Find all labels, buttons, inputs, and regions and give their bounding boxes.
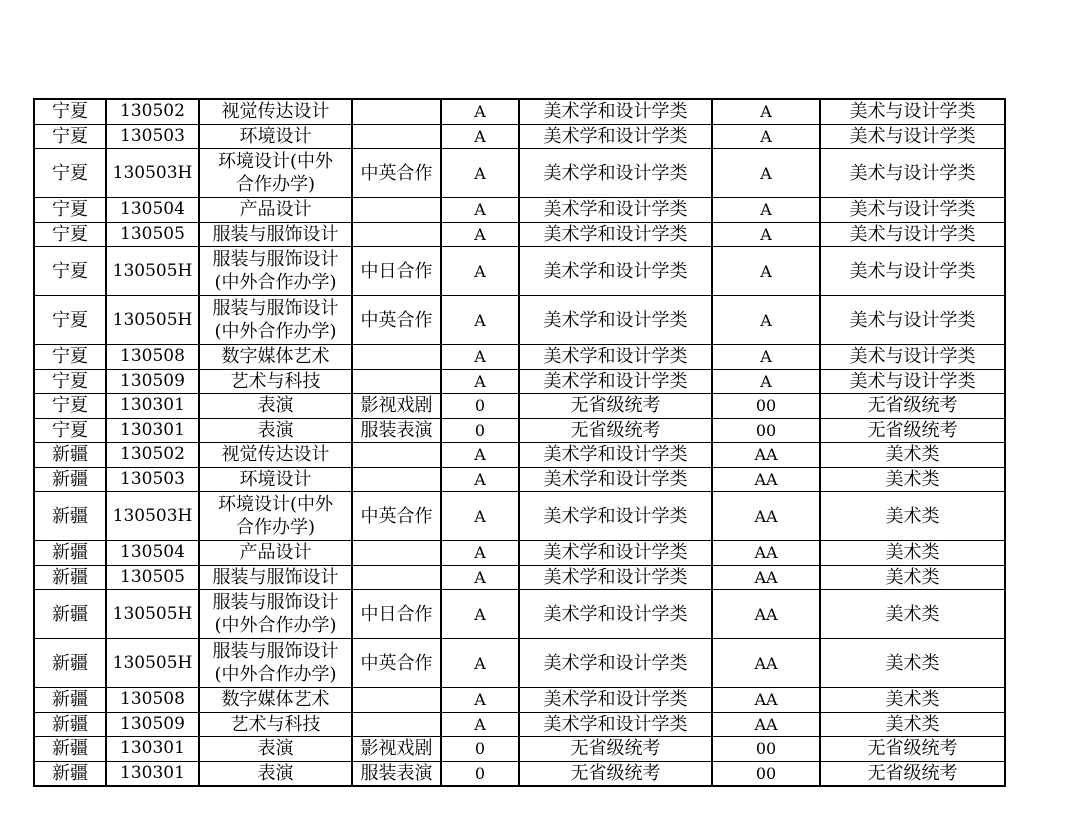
major-name-line: 表演: [257, 762, 294, 784]
major-name-cell: [199, 198, 352, 223]
major-name-cell: [199, 222, 352, 247]
major-code-cell: 130503H: [106, 149, 199, 198]
major-code-cell: 130505H: [106, 590, 199, 639]
major-name-line: 服装与服饰设计: [212, 566, 339, 588]
province-cell: 宁夏: [34, 222, 106, 247]
table-row: [34, 222, 1005, 247]
table-row: [34, 198, 1005, 223]
grade-cell-secondary: A: [712, 149, 820, 198]
exam-category-cell-secondary: 美术与设计学类: [820, 149, 1005, 198]
major-code-cell: 130301: [106, 394, 199, 419]
major-name-cell: [199, 467, 352, 492]
major-name-cell: [199, 712, 352, 737]
major-name-line: 合作办学): [235, 517, 316, 538]
grade-cell-secondary: A: [712, 222, 820, 247]
major-name-cell: [199, 590, 352, 639]
table-row: [34, 761, 1005, 786]
table-row: [34, 467, 1005, 492]
province-cell: 宁夏: [34, 296, 106, 345]
province-cell: 新疆: [34, 688, 106, 713]
exam-category-cell: 美术学和设计学类: [519, 198, 712, 223]
table-row: [34, 443, 1005, 468]
grade-cell: 0: [441, 737, 519, 762]
exam-category-cell-secondary: 美术类: [820, 541, 1005, 566]
table-row: [34, 688, 1005, 713]
exam-category-cell: 美术学和设计学类: [519, 467, 712, 492]
table-row: [34, 590, 1005, 639]
grade-cell-secondary: A: [712, 99, 820, 124]
major-name-line: 服装与服饰设计: [212, 298, 339, 319]
grade-cell: A: [441, 492, 519, 541]
major-name-line: 服装与服饰设计: [212, 223, 339, 245]
grade-cell: A: [441, 99, 519, 124]
grade-cell-secondary: 00: [712, 737, 820, 762]
major-name-cell: [199, 737, 352, 762]
grade-cell-secondary: AA: [712, 639, 820, 688]
grade-cell: A: [441, 639, 519, 688]
province-cell: 新疆: [34, 443, 106, 468]
table-row: [34, 541, 1005, 566]
cooperation-note-cell: [352, 565, 441, 590]
exam-category-cell: 美术学和设计学类: [519, 296, 712, 345]
cooperation-note-cell: 中英合作: [352, 639, 441, 688]
grade-cell-secondary: AA: [712, 492, 820, 541]
province-cell: 新疆: [34, 761, 106, 786]
cooperation-note-cell: [352, 712, 441, 737]
exam-category-cell-secondary: 无省级统考: [820, 394, 1005, 419]
cooperation-note-cell: [352, 443, 441, 468]
exam-category-cell: 美术学和设计学类: [519, 492, 712, 541]
exam-category-cell-secondary: 美术类: [820, 712, 1005, 737]
major-name-line: 产品设计: [239, 542, 312, 564]
major-name-line: 艺术与科技: [230, 713, 321, 735]
major-code-cell: 130505: [106, 222, 199, 247]
exam-category-cell: 美术学和设计学类: [519, 149, 712, 198]
grade-cell-secondary: 00: [712, 418, 820, 443]
cooperation-note-cell: [352, 198, 441, 223]
major-name-line: 环境设计(中外: [217, 494, 334, 515]
grade-cell: A: [441, 149, 519, 198]
major-name-cell: [199, 124, 352, 149]
cooperation-note-cell: [352, 124, 441, 149]
table-row: [34, 394, 1005, 419]
table-row: [34, 737, 1005, 762]
cooperation-note-cell: 影视戏剧: [352, 737, 441, 762]
major-code-cell: 130508: [106, 688, 199, 713]
major-name-cell: [199, 369, 352, 394]
province-cell: 新疆: [34, 737, 106, 762]
table-body: [34, 99, 1005, 786]
major-code-cell: 130301: [106, 761, 199, 786]
exam-category-cell: 美术学和设计学类: [519, 639, 712, 688]
cooperation-note-cell: 服装表演: [352, 761, 441, 786]
cooperation-note-cell: [352, 467, 441, 492]
grade-cell: A: [441, 688, 519, 713]
major-name-line: 视觉传达设计: [221, 101, 330, 123]
exam-category-cell: 美术学和设计学类: [519, 712, 712, 737]
table-row: [34, 124, 1005, 149]
exam-category-cell: 美术学和设计学类: [519, 247, 712, 296]
major-name-line: 艺术与科技: [230, 370, 321, 392]
major-code-cell: 130505H: [106, 296, 199, 345]
cooperation-note-cell: [352, 345, 441, 370]
exam-category-cell: 美术学和设计学类: [519, 369, 712, 394]
province-cell: 宁夏: [34, 369, 106, 394]
major-name-cell: [199, 761, 352, 786]
grade-cell-secondary: A: [712, 247, 820, 296]
grade-cell: A: [441, 565, 519, 590]
exam-category-cell: 美术学和设计学类: [519, 124, 712, 149]
exam-category-cell: 美术学和设计学类: [519, 443, 712, 468]
province-cell: 宁夏: [34, 198, 106, 223]
exam-category-cell-secondary: 美术类: [820, 639, 1005, 688]
province-cell: 宁夏: [34, 394, 106, 419]
exam-category-cell: 美术学和设计学类: [519, 541, 712, 566]
grade-cell-secondary: AA: [712, 565, 820, 590]
grade-cell: 0: [441, 761, 519, 786]
major-name-line: 数字媒体艺术: [221, 689, 330, 711]
table-row: [34, 345, 1005, 370]
grade-cell: A: [441, 247, 519, 296]
major-name-line: 表演: [257, 395, 294, 417]
major-name-line: 产品设计: [239, 199, 312, 221]
cooperation-note-cell: 中英合作: [352, 296, 441, 345]
grade-cell: A: [441, 198, 519, 223]
cooperation-note-cell: 中英合作: [352, 492, 441, 541]
exam-category-cell: 美术学和设计学类: [519, 99, 712, 124]
major-code-cell: 130503H: [106, 492, 199, 541]
major-name-cell: [199, 565, 352, 590]
grade-cell: A: [441, 590, 519, 639]
province-cell: 新疆: [34, 712, 106, 737]
province-cell: 新疆: [34, 639, 106, 688]
major-name-cell: [199, 247, 352, 296]
grade-cell-secondary: A: [712, 296, 820, 345]
table-row: [34, 712, 1005, 737]
major-name-cell: [199, 541, 352, 566]
table-row: [34, 149, 1005, 198]
exam-category-cell: 美术学和设计学类: [519, 345, 712, 370]
major-name-line: 环境设计(中外: [217, 151, 334, 172]
major-name-line: (中外合作办学): [214, 615, 337, 636]
exam-category-cell-secondary: 美术与设计学类: [820, 369, 1005, 394]
grade-cell: A: [441, 124, 519, 149]
grade-cell-secondary: AA: [712, 467, 820, 492]
cooperation-note-cell: 影视戏剧: [352, 394, 441, 419]
major-code-cell: 130504: [106, 198, 199, 223]
exam-category-cell: 美术学和设计学类: [519, 565, 712, 590]
exam-category-cell-secondary: 美术类: [820, 443, 1005, 468]
major-name-line: 数字媒体艺术: [221, 346, 330, 368]
major-code-cell: 130502: [106, 443, 199, 468]
exam-category-cell: 美术学和设计学类: [519, 688, 712, 713]
province-cell: 宁夏: [34, 418, 106, 443]
table-row: [34, 418, 1005, 443]
exam-category-cell-secondary: 无省级统考: [820, 737, 1005, 762]
major-code-cell: 130505: [106, 565, 199, 590]
major-name-line: 表演: [257, 419, 294, 441]
grade-cell: A: [441, 541, 519, 566]
table-row: [34, 492, 1005, 541]
major-name-cell: [199, 296, 352, 345]
major-code-cell: 130301: [106, 418, 199, 443]
major-name-line: 合作办学): [235, 174, 316, 195]
major-name-line: (中外合作办学): [214, 664, 337, 685]
major-name-cell: [199, 99, 352, 124]
major-code-cell: 130503: [106, 467, 199, 492]
province-cell: 新疆: [34, 565, 106, 590]
major-name-line: 服装与服饰设计: [212, 641, 339, 662]
grade-cell-secondary: 00: [712, 394, 820, 419]
grade-cell-secondary: 00: [712, 761, 820, 786]
major-name-line: 环境设计: [239, 125, 312, 147]
exam-category-cell-secondary: 美术与设计学类: [820, 99, 1005, 124]
province-cell: 宁夏: [34, 345, 106, 370]
province-cell: 宁夏: [34, 99, 106, 124]
admission-table: [33, 98, 1006, 787]
exam-category-cell-secondary: 美术类: [820, 492, 1005, 541]
exam-category-cell-secondary: 美术与设计学类: [820, 222, 1005, 247]
major-name-cell: [199, 688, 352, 713]
exam-category-cell-secondary: 美术类: [820, 565, 1005, 590]
major-name-line: (中外合作办学): [214, 321, 337, 342]
exam-category-cell-secondary: 美术类: [820, 590, 1005, 639]
cooperation-note-cell: [352, 99, 441, 124]
province-cell: 宁夏: [34, 149, 106, 198]
province-cell: 宁夏: [34, 124, 106, 149]
province-cell: 新疆: [34, 467, 106, 492]
exam-category-cell-secondary: 美术与设计学类: [820, 247, 1005, 296]
major-code-cell: 130505H: [106, 247, 199, 296]
major-code-cell: 130509: [106, 712, 199, 737]
cooperation-note-cell: [352, 222, 441, 247]
exam-category-cell: 美术学和设计学类: [519, 590, 712, 639]
cooperation-note-cell: 中日合作: [352, 590, 441, 639]
province-cell: 新疆: [34, 541, 106, 566]
grade-cell-secondary: A: [712, 124, 820, 149]
grade-cell-secondary: A: [712, 198, 820, 223]
grade-cell-secondary: AA: [712, 443, 820, 468]
grade-cell-secondary: AA: [712, 590, 820, 639]
grade-cell: 0: [441, 394, 519, 419]
major-name-line: (中外合作办学): [214, 272, 337, 293]
major-name-cell: [199, 149, 352, 198]
exam-category-cell: 无省级统考: [519, 418, 712, 443]
grade-cell: 0: [441, 418, 519, 443]
grade-cell-secondary: AA: [712, 541, 820, 566]
province-cell: 新疆: [34, 492, 106, 541]
major-code-cell: 130509: [106, 369, 199, 394]
grade-cell-secondary: AA: [712, 688, 820, 713]
major-name-cell: [199, 418, 352, 443]
grade-cell: A: [441, 345, 519, 370]
major-code-cell: 130504: [106, 541, 199, 566]
major-name-cell: [199, 639, 352, 688]
major-name-line: 服装与服饰设计: [212, 249, 339, 270]
grade-cell-secondary: AA: [712, 712, 820, 737]
major-code-cell: 130301: [106, 737, 199, 762]
table-row: [34, 565, 1005, 590]
major-name-line: 视觉传达设计: [221, 444, 330, 466]
exam-category-cell-secondary: 美术类: [820, 688, 1005, 713]
province-cell: 新疆: [34, 590, 106, 639]
table-row: [34, 369, 1005, 394]
exam-category-cell-secondary: 无省级统考: [820, 418, 1005, 443]
grade-cell-secondary: A: [712, 345, 820, 370]
grade-cell-secondary: A: [712, 369, 820, 394]
major-name-line: 表演: [257, 738, 294, 760]
exam-category-cell: 无省级统考: [519, 761, 712, 786]
exam-category-cell-secondary: 美术类: [820, 467, 1005, 492]
grade-cell: A: [441, 369, 519, 394]
exam-category-cell-secondary: 美术与设计学类: [820, 124, 1005, 149]
major-code-cell: 130503: [106, 124, 199, 149]
cooperation-note-cell: 中英合作: [352, 149, 441, 198]
grade-cell: A: [441, 443, 519, 468]
major-name-cell: [199, 394, 352, 419]
major-name-line: 环境设计: [239, 468, 312, 490]
major-name-line: 服装与服饰设计: [212, 592, 339, 613]
cooperation-note-cell: [352, 541, 441, 566]
exam-category-cell-secondary: 美术与设计学类: [820, 198, 1005, 223]
table-row: [34, 247, 1005, 296]
major-code-cell: 130502: [106, 99, 199, 124]
exam-category-cell: 无省级统考: [519, 394, 712, 419]
cooperation-note-cell: 服装表演: [352, 418, 441, 443]
table-row: [34, 99, 1005, 124]
major-name-cell: [199, 492, 352, 541]
cooperation-note-cell: [352, 369, 441, 394]
table-row: [34, 639, 1005, 688]
province-cell: 宁夏: [34, 247, 106, 296]
exam-category-cell: 美术学和设计学类: [519, 222, 712, 247]
table-row: [34, 296, 1005, 345]
exam-category-cell-secondary: 美术与设计学类: [820, 296, 1005, 345]
exam-category-cell-secondary: 美术与设计学类: [820, 345, 1005, 370]
major-code-cell: 130505H: [106, 639, 199, 688]
cooperation-note-cell: [352, 688, 441, 713]
grade-cell: A: [441, 222, 519, 247]
cooperation-note-cell: 中日合作: [352, 247, 441, 296]
grade-cell: A: [441, 296, 519, 345]
exam-category-cell-secondary: 无省级统考: [820, 761, 1005, 786]
major-name-cell: [199, 443, 352, 468]
major-code-cell: 130508: [106, 345, 199, 370]
grade-cell: A: [441, 712, 519, 737]
major-name-cell: [199, 345, 352, 370]
grade-cell: A: [441, 467, 519, 492]
exam-category-cell: 无省级统考: [519, 737, 712, 762]
